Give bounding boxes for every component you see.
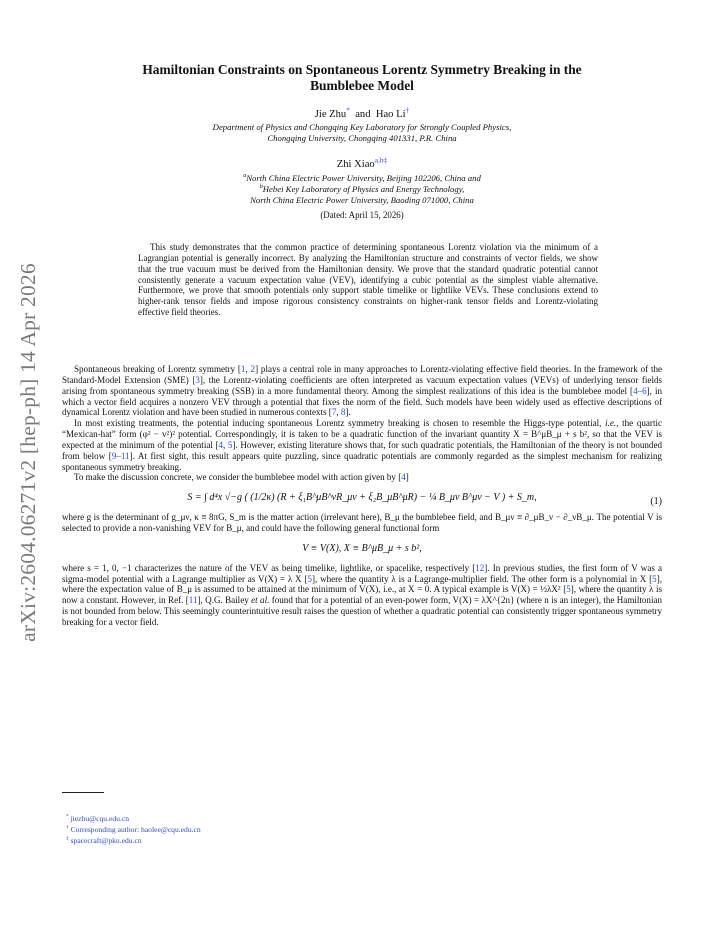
equation-1: [62, 492, 662, 508]
footnote-mark: *: [66, 813, 69, 820]
affiliation-line: $^a$North China Electric Power University, Beijing 102206, China and: [243, 173, 481, 183]
footnote[interactable]: [66, 814, 129, 824]
arxiv-id: arXiv:2604.06271v2 [hep-ph] 14 Apr 2026: [15, 262, 40, 642]
citation-link[interactable]: 8: [340, 407, 346, 418]
citation-link[interactable]: 5: [227, 439, 233, 450]
affiliation-line: North China Electric Power University, Baoding 071000, China: [250, 195, 474, 205]
paragraph: where g is the determinant of g_μν, κ ≡ 8πG, S_m is the matter action (irrelevant here), B_μ the bumblebee field, and B_μν ≡ ∂_μB_ν − ∂_νB_μ. The potential V is selected to provide a non-vanishing VEV for B_μ, and could have the following general functional form: [62, 512, 662, 533]
citation-link[interactable]: 4–6: [633, 385, 647, 396]
affiliation-1: [62, 122, 662, 144]
footnote-email[interactable]: Corresponding author: haolee@cqu.edu.cn: [70, 825, 201, 834]
equation-text: S = ∫ d⁴x √−g ( (1/2κ) (R + ξ₁B^μB^νR_μν + ξ₂B_μB^μR) − ¼ B_μν B^μν − V ) + S_m,: [187, 492, 537, 504]
citation-link[interactable]: 9–11: [111, 450, 130, 461]
author-name: Jie Zhu: [314, 109, 347, 120]
paragraph: In most existing treatments, the potential inducing spontaneous Lorentz symmetry breaking is chosen to resemble the Higgs-type potential, i.e., the quartic “Mexican-hat” form (φ² − v²)² potential. Correspondingly, it is taken to be a quadratic function of the invariant quantity X = B^μB_μ + s b², so that the VEV is expected at the minimum of the potential [4, 5]. However, existing literature shows that, for such quadratic potentials, the Hamiltonian of the theory is not bounded from below [9–11]. At first sight, this result appears quite puzzling, since quadratic potentials are commonly regarded as the simplest mechanism for realizing spontaneous symmetry breaking.: [62, 418, 663, 472]
footnote-mark[interactable]: *: [346, 105, 350, 115]
footnote-divider: [62, 792, 104, 793]
title-line-2: Bumblebee Model: [310, 78, 414, 93]
date-line: (Dated: April 15, 2026): [320, 210, 404, 220]
citation-link[interactable]: 12: [475, 562, 485, 573]
paragraph: To make the discussion concrete, we consider the bumblebee model with action given by [4]: [74, 472, 409, 483]
citation-link[interactable]: 5: [652, 573, 657, 584]
footnote-mark: †: [66, 824, 69, 831]
affiliation-line: Chongqing University, Chongqing 401331, P.R. China: [267, 133, 457, 143]
footnote-email[interactable]: spacecraft@pku.edu.cn: [70, 836, 142, 845]
affiliation-mark: a: [243, 173, 247, 180]
footnote-mark: ‡: [66, 835, 69, 842]
authors-line-2: [62, 155, 662, 171]
equation-text: V ≡ V(X), X ≡ B^μB_μ + s b²,: [302, 542, 422, 554]
abstract-text: This study demonstrates that the common practice of determining spontaneous Lorentz violation via the minimum of a Lagrangian potential is generally incorrect. By analyzing the Hamiltonian structure and constraints of vector fields, we show that the true vacuum must be derived from the Hamiltonian density. We prove that the standard quadratic potential cannot consistently generate a vacuum expectation value (VEV), identifying a cubic potential as the simplest viable alternative. Furthermore, we prove that smooth potentials only support stable timelike or lightlike VEVs. These conclusions extend to higher-rank tensor fields and impose rigorous consistency constraints on higher-rank tensor fields and Lorentz-violating effective field theories.: [138, 242, 598, 318]
citation-link[interactable]: 2: [250, 364, 256, 374]
citation-link[interactable]: 5: [307, 573, 312, 584]
paragraph: where s = 1, 0, −1 characterizes the nature of the VEV as being timelike, lightlike, or spacelike, respectively [12]. In previous studies, the first form of V was a sigma-model potential with a Lagrange multiplier as V(X) = λ X [5], where the quantity λ is a Lagrange-multiplier field. The other form is a polynomial in X [5], where the expectation value of B_μ is assumed to be attained at the minimum of V(X), i.e., at X = 0. A typical example is V(X) = ½λX² [5], where the quantity λ is now a constant. However, in Ref. [11], Q.G. Bailey et al. found that for a potential of an even-power form, V(X) = λX^{2n} (where n is an integer), the Hamiltonian is not bounded from below. This seemingly counterintuitive result raises the question of whether a quadratic potential can consistently trigger spontaneous symmetry breaking for a vector field.: [62, 562, 663, 627]
authors-line-1: [62, 105, 662, 121]
arxiv-side-stamp: [11, 252, 45, 652]
equation-2: [62, 544, 662, 555]
citation-link[interactable]: 5: [566, 584, 571, 595]
citation-link[interactable]: 1: [240, 364, 246, 374]
paragraph: Spontaneous breaking of Lorentz symmetry [1, 2] plays a central role in many approaches to Lorentz-violating effective field theories. In the framework of the Standard-Model Extension (SME) [3], the Lorentz-violating coefficients are often interpreted as vacuum expectation values (VEVs) of underlying tensor fields arising from spontaneous symmetry breaking (SSB) in a more fundamental theory. Among the simplest realizations of this idea is the bumblebee model [4–6], in which a vector field acquires a nonzero VEV through a potential that fixes the norm of the field. Such models have been widely used as effective descriptions of dynamical Lorentz violation and have been studied in numerous contexts [7, 8].: [62, 364, 663, 418]
body-text: [62, 364, 662, 628]
abstract: [138, 242, 598, 318]
affiliation-line: Department of Physics and Chongqing Key Laboratory for Strongly Coupled Physics,: [212, 122, 512, 132]
citation-link[interactable]: 4: [218, 439, 224, 450]
equation-number: (1): [650, 496, 662, 508]
affiliation-line: $^b$Hebei Key Laboratory of Physics and Energy Technology,: [259, 184, 465, 194]
author-name: Hao Li: [375, 109, 406, 120]
affiliation-mark: b: [259, 184, 263, 191]
citation-link[interactable]: 7: [331, 407, 337, 418]
footnote[interactable]: [66, 836, 142, 846]
author-name: Zhi Xiao: [336, 159, 375, 170]
author-conjunction: and: [355, 109, 371, 120]
footnote[interactable]: [66, 825, 201, 835]
citation-link[interactable]: 3: [195, 374, 200, 385]
footnote-email[interactable]: jiezhu@cqu.edu.cn: [70, 814, 130, 823]
affiliation-2: [62, 173, 662, 206]
citation-link[interactable]: 11: [188, 595, 198, 606]
citation-link[interactable]: 4: [401, 472, 406, 483]
footnote-mark[interactable]: a,b‡: [374, 155, 388, 165]
footnote-mark[interactable]: †: [405, 105, 410, 115]
title-line-1: Hamiltonian Constraints on Spontaneous Lorentz Symmetry Breaking in the: [142, 62, 582, 77]
paper-title: [62, 62, 662, 94]
